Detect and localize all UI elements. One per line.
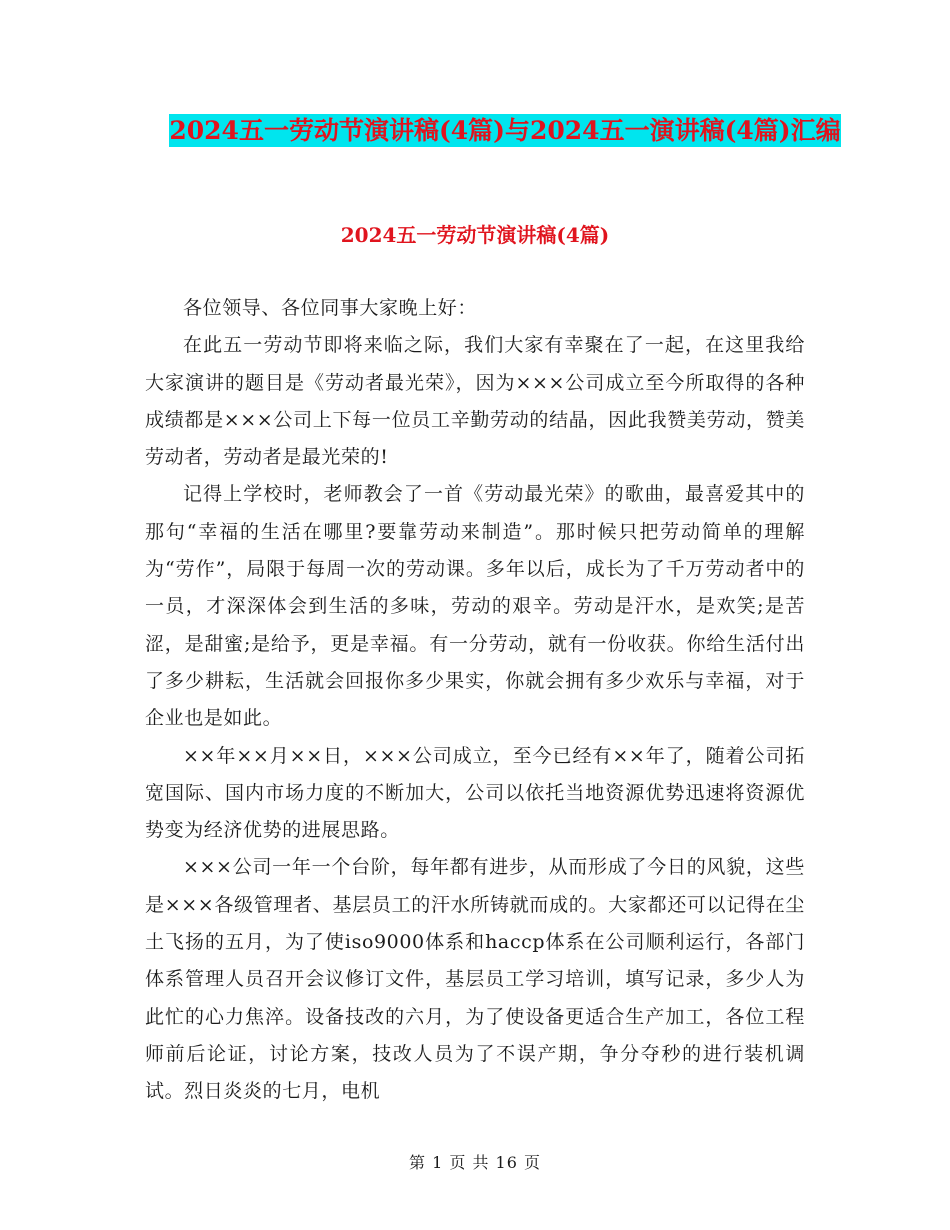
page-footer: 第 1 页 共 16 页	[409, 1153, 541, 1172]
paragraph: 在此五一劳动节即将来临之际，我们大家有幸聚在了一起，在这里我给大家演讲的题目是《劳动者最光荣》，因为×××公司成立至今所取得的各种成绩都是×××公司上下每一位员工辛勤劳动的结晶，因此我赞美劳动，赞美劳动者，劳动者是最光荣的!	[145, 334, 805, 469]
document-title-text: 2024五一劳动节演讲稿(4篇)与2024五一演讲稿(4篇)汇编	[169, 116, 841, 145]
document-body	[145, 290, 805, 1111]
paragraph-greeting: 各位领导、各位同事大家晚上好：	[183, 297, 478, 319]
document-title	[145, 108, 865, 154]
paragraph: 记得上学校时，老师教会了一首《劳动最光荣》的歌曲，最喜爱其中的那句“幸福的生活在哪里?要靠劳动来制造”。那时候只把劳动简单的理解为“劳作”，局限于每周一次的劳动课。多年以后，成长为了千万劳动者中的一员，才深深体会到生活的多味，劳动的艰辛。劳动是汗水，是欢笑;是苦涩，是甜蜜;是给予，更是幸福。有一分劳动，就有一份收获。你给生活付出了多少耕耘，生活就会回报你多少果实，你就会拥有多少欢乐与幸福，对于企业也是如此。	[145, 483, 805, 730]
paragraph: ××年××月××日，×××公司成立，至今已经有××年了，随着公司拓宽国际、国内市场力度的不断加大，公司以依托当地资源优势迅速将资源优势变为经济优势的进展思路。	[145, 744, 805, 842]
section-title: 2024五一劳动节演讲稿(4篇)	[340, 223, 610, 247]
paragraph: ×××公司一年一个台阶，每年都有进步，从而形成了今日的风貌，这些是×××各级管理者、基层员工的汗水所铸就而成的。大家都还可以记得在尘土飞扬的五月，为了使iso9000体系和haccp体系在公司顺利运行，各部门体系管理人员召开会议修订文件，基层员工学习培训，填写记录，多少人为此忙的心力焦淬。设备技改的六月，为了使设备更适合生产加工，各位工程师前后论证，讨论方案，技改人员为了不误产期，争分夺秒的进行装机调试。烈日炎炎的七月，电机	[145, 856, 805, 1103]
